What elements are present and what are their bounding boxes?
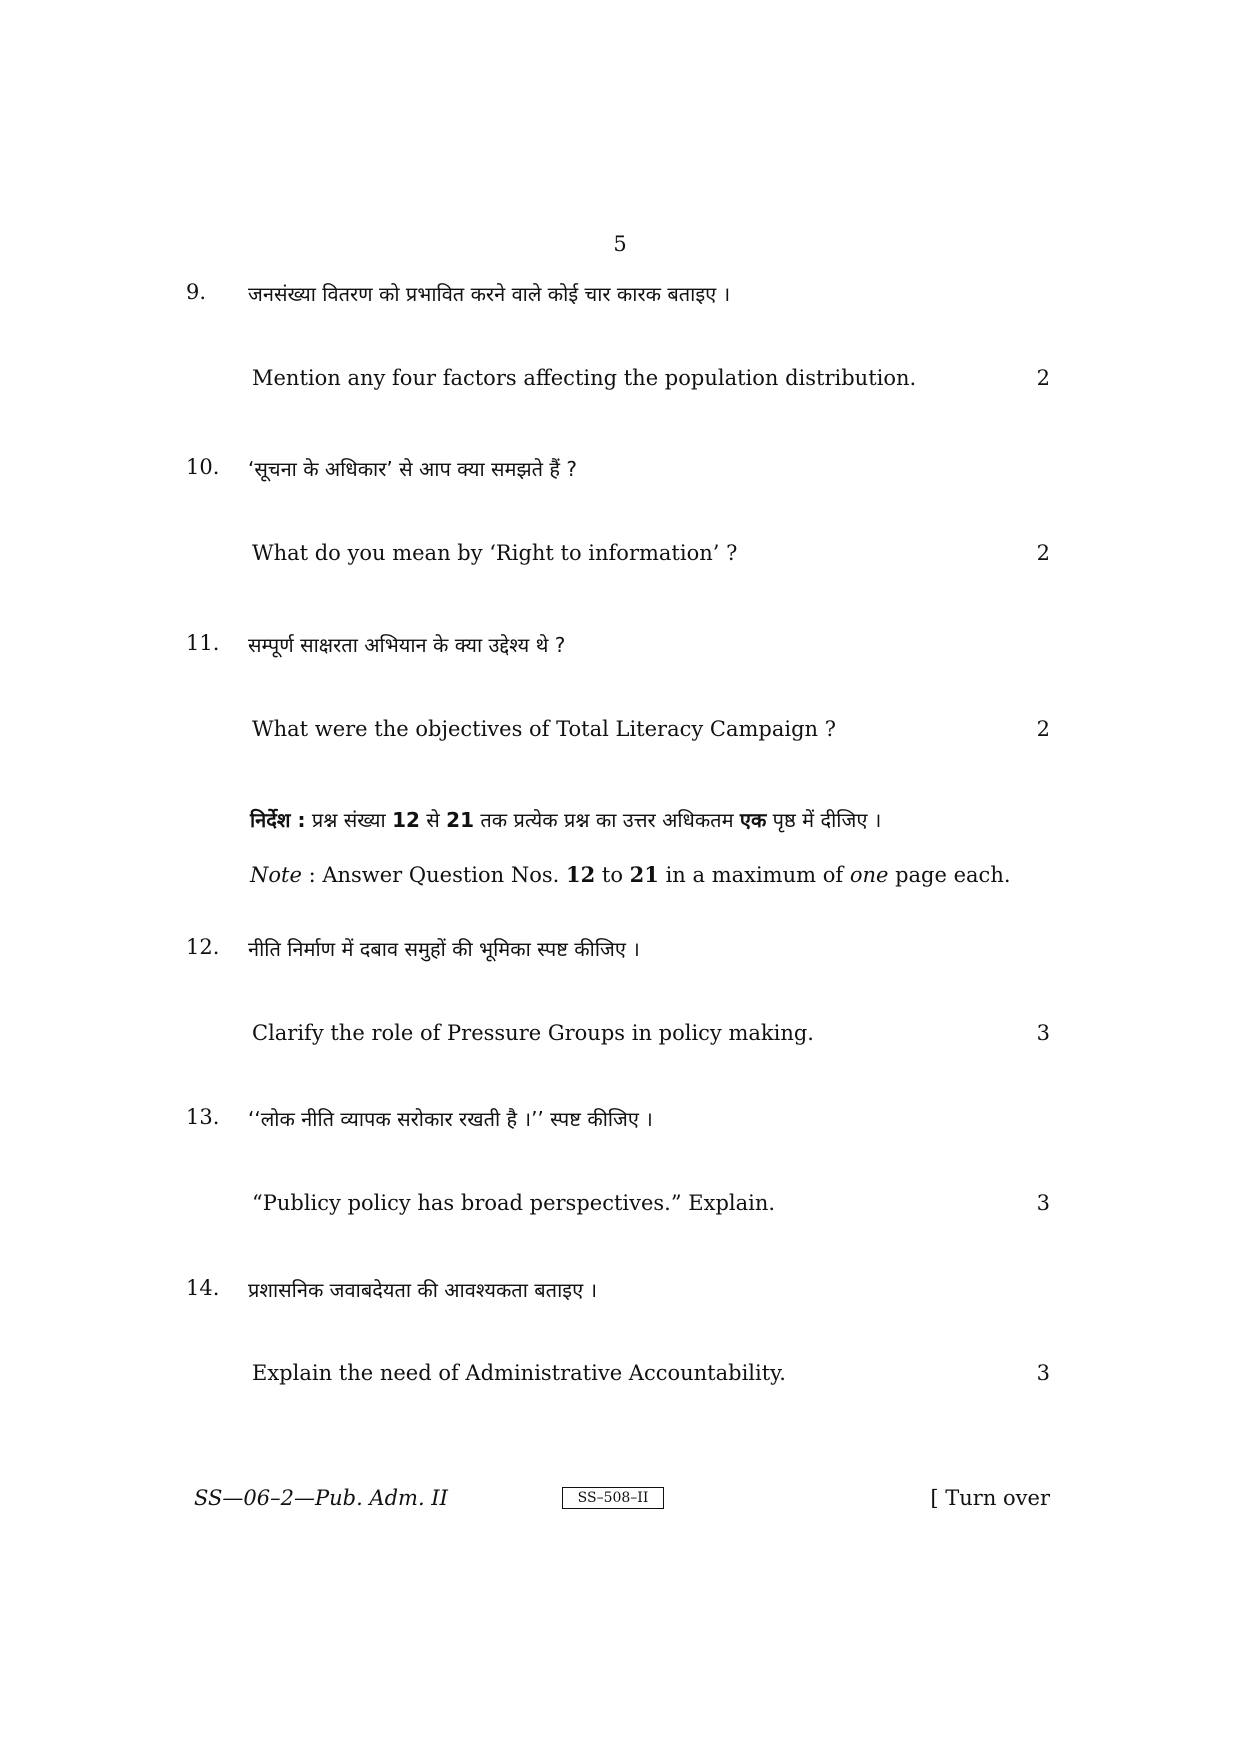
question-text-english: Clarify the role of Pressure Groups in policy making. [252, 1021, 814, 1045]
instruction-emphasis: one [849, 863, 889, 887]
question-marks: 3 [1036, 1021, 1050, 1045]
instruction-text: पृष्ठ में दीजिए । [766, 808, 882, 832]
instruction-english [250, 862, 1011, 887]
paper-code-footer: SS—06–2—Pub. Adm. II [194, 1486, 448, 1510]
instruction-text: तक प्रत्येक प्रश्न का उत्तर अधिकतम [474, 808, 740, 832]
instruction-text: in a maximum of [658, 863, 850, 887]
instruction-text: प्रश्न संख्या [305, 808, 393, 832]
question-text-english: “Publicy policy has broad perspectives.” Explain. [252, 1191, 776, 1215]
instruction-text: page each. [888, 863, 1011, 887]
question-number: 13. [186, 1105, 220, 1129]
paper-code-box: SS–508–II [562, 1487, 664, 1509]
question-number: 11. [186, 631, 220, 655]
instruction-text: to [595, 863, 630, 887]
question-text-hindi: जनसंख्या वितरण को प्रभावित करने वाले कोई चार कारक बताइए । [248, 282, 731, 306]
question-marks: 3 [1036, 1361, 1050, 1385]
question-text-hindi: ‘‘लोक नीति व्यापक सरोकार रखती है ।’’ स्पष्ट कीजिए । [248, 1107, 653, 1131]
instruction-hindi [250, 806, 881, 833]
page-number: 5 [613, 232, 627, 256]
question-number: 12. [186, 935, 220, 959]
instruction-number: 12 [392, 808, 420, 832]
instruction-label-hindi: निर्देश : [250, 808, 306, 832]
question-text-english: What do you mean by ‘Right to information’ ? [252, 541, 738, 565]
instruction-text: से [419, 808, 447, 832]
instruction-label-english: Note [250, 863, 302, 887]
instruction-number: 12 [566, 862, 596, 887]
question-text-hindi: ‘सूचना के अधिकार’ से आप क्या समझते हैं ? [248, 457, 577, 481]
question-text-hindi: प्रशासनिक जवाबदेयता की आवश्यकता बताइए । [248, 1278, 598, 1302]
question-number: 9. [186, 280, 207, 304]
question-text-hindi: सम्पूर्ण साक्षरता अभियान के क्या उद्देश्य थे ? [248, 633, 566, 657]
instruction-number: 21 [446, 808, 474, 832]
question-text-english: Mention any four factors affecting the population distribution. [252, 366, 917, 390]
question-marks: 2 [1036, 366, 1050, 390]
instruction-number: 21 [629, 862, 659, 887]
question-text-english: What were the objectives of Total Literacy Campaign ? [252, 717, 836, 741]
question-number: 10. [186, 455, 220, 479]
question-text-english: Explain the need of Administrative Accountability. [252, 1361, 786, 1385]
instruction-text: : Answer Question Nos. [301, 863, 566, 887]
instruction-emphasis: एक [739, 808, 767, 832]
question-marks: 2 [1036, 541, 1050, 565]
question-marks: 3 [1036, 1191, 1050, 1215]
question-text-hindi: नीति निर्माण में दबाव समुहों की भूमिका स्पष्ट कीजिए । [248, 937, 640, 961]
turn-over-label: [ Turn over [930, 1486, 1050, 1510]
question-number: 14. [186, 1276, 220, 1300]
question-marks: 2 [1036, 717, 1050, 741]
